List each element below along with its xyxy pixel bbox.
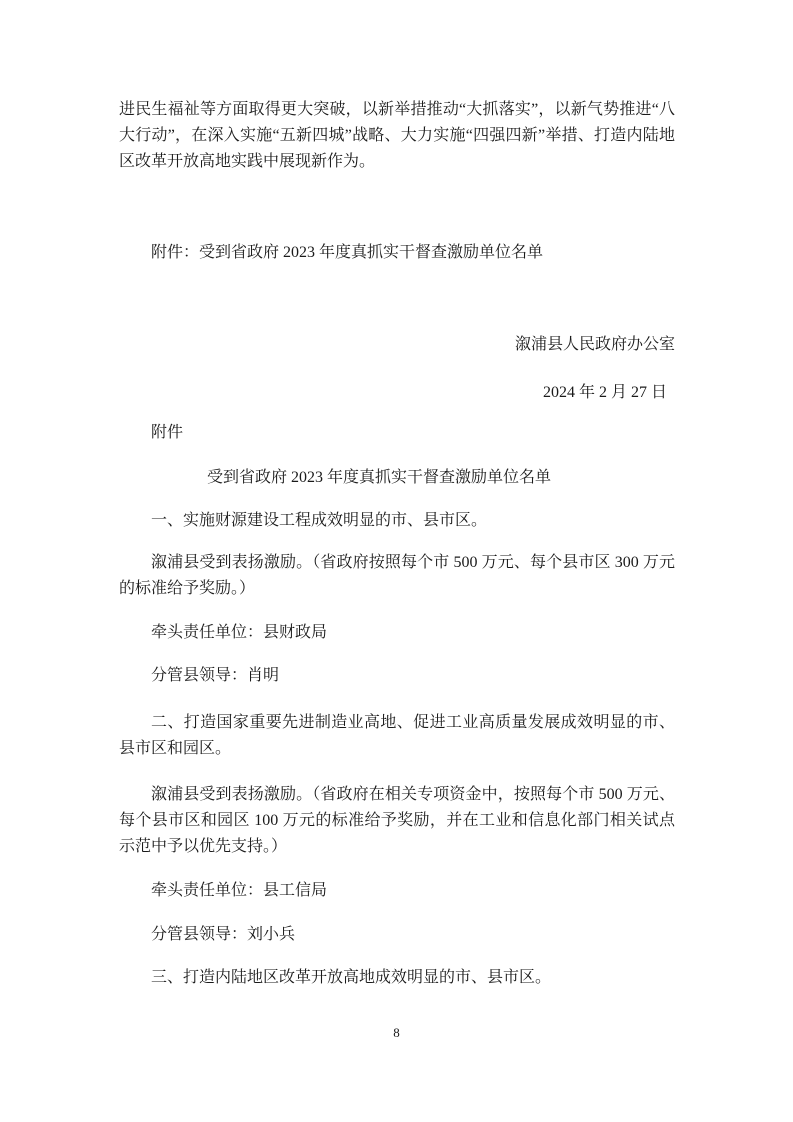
- section-1-leader: 分管县领导：肖明: [151, 667, 280, 684]
- attachment-reference-line: 附件：受到省政府 2023 年度真抓实干督查激励单位名单: [151, 244, 544, 261]
- attachment-label: 附件: [151, 424, 184, 441]
- section-3-heading: 三、打造内陆地区改革开放高地成效明显的市、县市区。: [151, 969, 552, 986]
- section-1-heading: 一、实施财源建设工程成效明显的市、县市区。: [151, 512, 488, 529]
- attachment-title: 受到省政府 2023 年度真抓实干督查激励单位名单: [206, 469, 551, 486]
- section-1-lead-unit: 牵头责任单位：县财政局: [151, 624, 328, 641]
- issuing-office: 溆浦县人民政府办公室: [514, 336, 675, 353]
- section-2-lead-unit: 牵头责任单位：县工信局: [151, 882, 328, 899]
- section-2-heading: 二、打造国家重要先进制造业高地、促进工业高质量发展成效明显的市、县市区和园区。: [119, 714, 675, 757]
- signature-date: 2024 年 2 月 27 日: [542, 384, 667, 401]
- section-1-award-paragraph: 溆浦县受到表扬激励。（省政府按照每个市 500 万元、每个县市区 300 万元的标准给予奖励。）: [119, 554, 675, 597]
- continuation-paragraph: 进民生福祉等方面取得更大突破，以新举措推动“大抓落实”，以新气势推进“八大行动”，在深入实施“五新四城”战略、大力实施“四强四新”举措、打造内陆地区改革开放高地实践中展现新作为。: [119, 101, 675, 170]
- document-content: [119, 0, 675, 991]
- page-number: 8: [393, 1025, 400, 1040]
- section-2-award-paragraph: 溆浦县受到表扬激励。（省政府在相关专项资金中，按照每个市 500 万元、每个县市区和园区 100 万元的标准给予奖励，并在工业和信息化部门相关试点示范中予以优先支持。）: [119, 786, 675, 855]
- section-2-leader: 分管县领导：刘小兵: [151, 926, 296, 943]
